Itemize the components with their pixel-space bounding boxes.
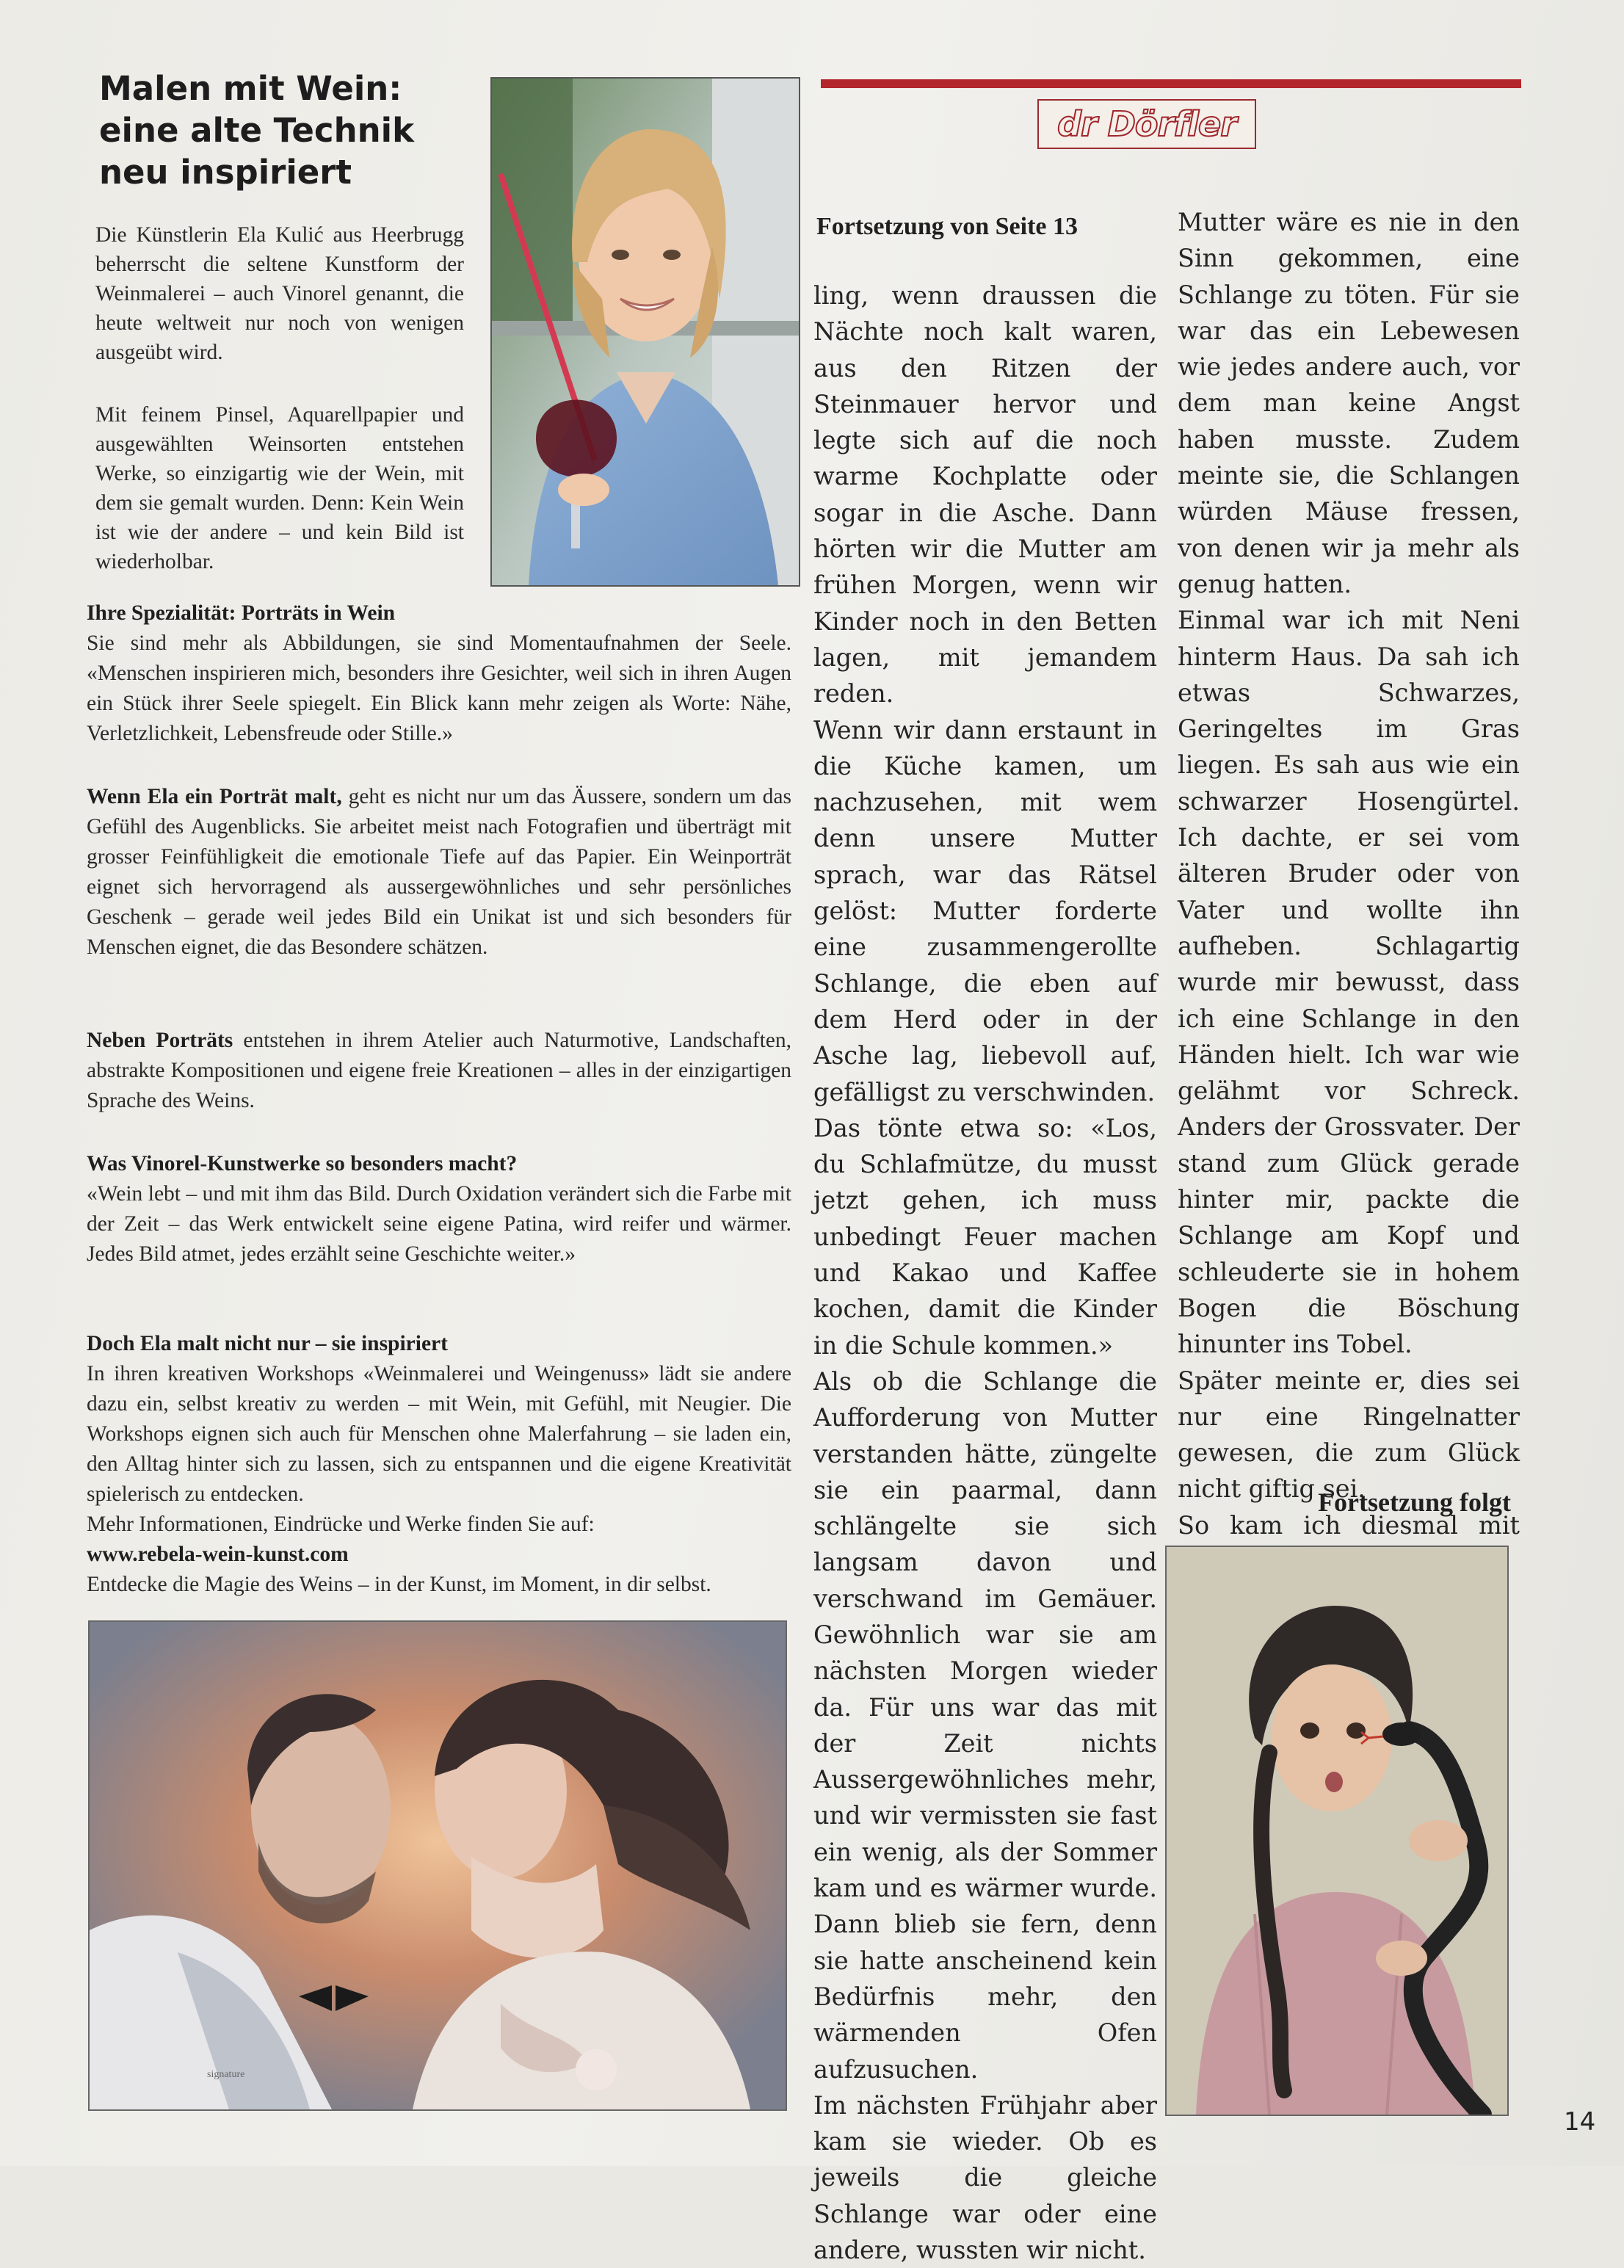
couple-painting-illustration [90,1622,786,2109]
couple-wine-painting [88,1620,787,2111]
section-workshops-text: In ihren kreativen Workshops «Weinmalerei und Weingenuss» lädt sie andere dazu ein, selbst kreativ zu werden – mit Wein, mit Gefühl, mit Neugier. Die Workshops eignen sich auch für Menschen ohne Malerfahrung – sie laden ein, den Alltag hinter sich zu lassen, sich zu entspannen und die eigene Kreativität spielerisch zu entdecken. [87,1362,791,1506]
page-number: 14 [1564,2107,1596,2137]
story-paragraph: So kam ich diesmal mit [1178,1510,1520,1540]
section-vinorel-text: «Wein lebt – und mit ihm das Bild. Durch Oxidation verändert sich die Farbe mit der Zeit – das Werk entwickelt seine eigene Patina, wird reifer und wärmer. Jedes Bild atmet, jedes erzählt seine Geschichte weiter.» [87,1182,791,1266]
headline-line-2: eine alte Technik [99,111,414,150]
section-specialty-heading: Ihre Spezialität: Porträts in Wein [87,601,396,625]
artist-photo [490,77,800,587]
svg-text:signature: signature [207,2069,245,2080]
section-portrait [87,782,791,963]
section-workshops-heading: Doch Ela malt nicht nur – sie inspiriert [87,1332,448,1355]
dorfler-logo [1037,99,1256,149]
intro-paragraph-2: Mit feinem Pinsel, Aquarellpapier und ausgewählten Weinsorten entstehen Werke, so einzigartig wie der Wein, mit dem sie gemalt wurden. Denn: Kein Wein ist wie der andere – und kein Bild ist wiederholbar. [95,403,464,573]
continuation-note: Fortsetzung von Seite 13 [816,213,1079,240]
story-column-left [813,278,1157,2268]
story-paragraph: Später meinte er, dies sei nur eine Ringelnatter gewesen, die zum Glück nicht giftig sei. [1178,1366,1520,1504]
intro-paragraph-1: Die Künstlerin Ela Kulić aus Heerbrugg beherrscht die seltene Kunstform der Weinmalerei – auch Vinorel genannt, die heute weltweit nur noch von wenigen ausgeübt wird. [95,223,464,364]
section-other-works-text: entstehen in ihrem Atelier auch Naturmotive, Landschaften, abstrakte Kompositionen und eigene freie Kreationen – alles in der einzigartigen Sprache des Weins. [87,1029,791,1112]
story-paragraph: ling, wenn draussen die Nächte noch kalt waren, aus den Ritzen der Steinmauer hervor und legte sich auf die noch warme Kochplatte oder sogar in die Asche. Dann hörten wir die Mutter am frühen Morgen, wenn wir Kinder noch in den Betten lagen, mit jemandem reden. [813,281,1157,709]
section-workshops [87,1329,791,1600]
artist-photo-illustration [492,79,799,585]
website-link[interactable]: www.rebela-wein-kunst.com [87,1543,349,1566]
dorfler-logo-text: dr Dörfler [1057,104,1236,144]
more-info-text: Mehr Informationen, Eindrücke und Werke finden Sie auf: [87,1512,595,1536]
section-portrait-text: geht es nicht nur um das Äussere, sondern um das Gefühl des Augenblicks. Sie arbeitet meist nach Fotografien und überträgt mit grosser Feinfühligkeit die emotionale Tiefe auf das Papier. Ein Weinporträt eignet sich hervorragend als aussergewöhnliches und sehr persönliches Geschenk – gerade weil jedes Bild ein Unikat ist und sich besonders für Menschen eignet, die das Besondere schätzen. [87,785,792,959]
story-paragraph: Im nächsten Frühjahr aber kam sie wieder. Ob es jeweils die gleiche Schlange war oder eine andere, wussten wir nicht. [813,2090,1157,2265]
section-other-works-lead: Neben Porträts [87,1029,233,1052]
section-vinorel [87,1149,791,1269]
section-other-works [87,1026,791,1116]
story-paragraph: Als ob die Schlange die Aufforderung von Mutter verstanden hätte, züngelte sie ein paarmal, dann schlängelte sie sich langsam davon und verschwand im Gemäuer. Gewöhnlich war sie am nächsten Morgen wieder da. Für uns war das mit der Zeit nichts Aussergewöhnliches mehr, und wir vermissten sie fast ein wenig, als der Sommer kam und es wärmer wurde. Dann blieb sie fern, denn sie hatte anscheinend kein Bedürfnis mehr, den wärmenden Ofen aufzusuchen. [813,1366,1157,2084]
story-paragraph: Das tönte etwa so: «Los, du Schlafmütze, du musst jetzt gehen, ich muss unbedingt Feuer machen und Kakao und Kaffee kochen, damit die Kinder in die Schule kommen.» [813,1113,1157,1360]
to-be-continued: Fortsetzung folgt [1318,1488,1511,1517]
story-paragraph: Wenn wir dann erstaunt in die Küche kamen, um nachzusehen, mit wem denn unsere Mutter sprach, war das Rätsel gelöst: Mutter forderte eine zusammengerollte Schlange, die eben auf dem Herd oder in der Asche lag, liebevoll auf, gefälligst zu verschwinden. [813,715,1157,1106]
story-paragraph: Mutter wäre es nie in den Sinn gekommen, eine Schlange zu töten. Für sie war das ein Lebewesen wie jedes andere auch, vor dem man keine Angst haben musste. Zudem meinte sie, die Schlangen würden Mäuse fressen, von denen wir ja mehr als genug hatten. [1178,208,1520,598]
girl-snake-painting [1165,1546,1509,2116]
section-rule [821,79,1521,88]
section-portrait-lead: Wenn Ela ein Porträt malt, [87,785,342,808]
story-column-right [1178,204,1520,1579]
article-headline [99,68,481,193]
headline-line-3: neu inspiriert [99,153,352,192]
section-specialty-text: Sie sind mehr als Abbildungen, sie sind Momentaufnahmen der Seele. «Menschen inspirieren mich, besonders ihre Gesichter, weil sich in ihren Augen ein Stück ihrer Seele spiegelt. Ein Blick kann mehr zeigen als Worte: Nähe, Verletzlichkeit, Lebensfreude oder Stille.» [87,631,791,745]
section-vinorel-heading: Was Vinorel-Kunstwerke so besonders macht? [87,1152,518,1175]
headline-line-1: Malen mit Wein: [99,69,402,108]
section-specialty [87,598,791,749]
girl-painting-illustration [1167,1547,1507,2115]
story-paragraph: Einmal war ich mit Neni hinterm Haus. Da sah ich etwas Schwarzes, Geringeltes im Gras liegen. Es sah aus wie ein schwarzer Hosengürtel. Ich dachte, er sei vom älteren Bruder oder von Vater und wollte ihn aufheben. Schlagartig wurde mir bewusst, dass ich eine Schlange in den Händen hielt. Ich war wie gelähmt vor Schreck. Anders der Grossvater. Der stand zum Glück gerade hinter mir, packte die Schlange am Kopf und schleuderte sie in hohem Bogen die Böschung hinunter ins Tobel. [1178,606,1520,1359]
tagline: Entdecke die Magie des Weins – in der Kunst, im Moment, in dir selbst. [87,1573,711,1596]
